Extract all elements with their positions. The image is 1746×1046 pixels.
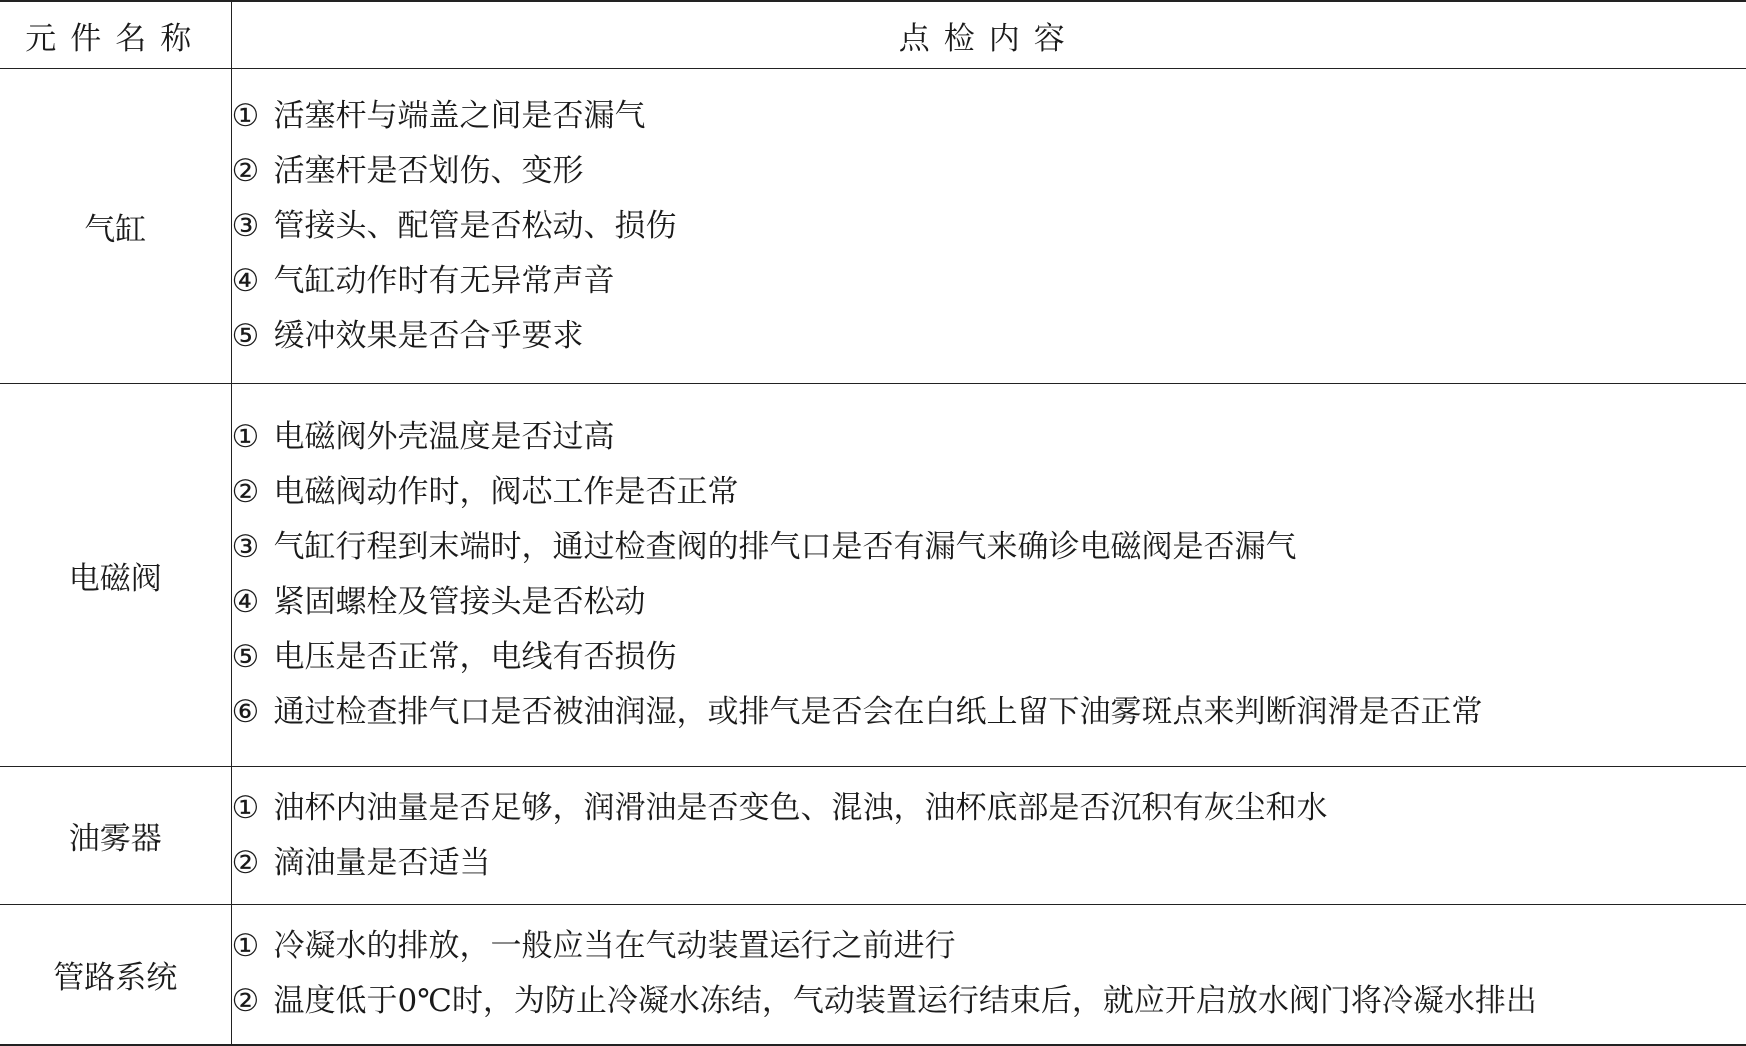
list-item [232, 410, 1746, 465]
item-number: ⑤ [232, 309, 274, 364]
item-number: ② [232, 836, 274, 891]
list-item [232, 630, 1746, 685]
table-row [0, 384, 1746, 767]
item-number: ⑥ [232, 685, 274, 740]
item-text: 气缸行程到末端时，通过检查阀的排气口是否有漏气来确诊电磁阀是否漏气 [274, 529, 1297, 565]
list-item [232, 685, 1746, 740]
inspection-items-cell [231, 767, 1746, 905]
item-number: ③ [232, 199, 274, 254]
table-header-row [0, 1, 1746, 69]
item-text: 活塞杆是否划伤、变形 [274, 153, 584, 189]
item-text: 紧固螺栓及管接头是否松动 [274, 584, 646, 620]
item-text: 冷凝水的排放，一般应当在气动装置运行之前进行 [274, 928, 956, 964]
table-row [0, 767, 1746, 905]
item-text: 电磁阀动作时，阀芯工作是否正常 [274, 474, 739, 510]
item-text: 油杯内油量是否足够，润滑油是否变色、混浊，油杯底部是否沉积有灰尘和水 [274, 790, 1328, 826]
list-item [232, 89, 1746, 144]
item-number: ② [232, 465, 274, 520]
list-item [232, 919, 1746, 974]
list-item [232, 309, 1746, 364]
header-component-name: 元件名称 [0, 1, 231, 69]
component-name: 管路系统 [0, 905, 231, 1045]
list-item [232, 575, 1746, 630]
header-inspection-content: 点检内容 [231, 1, 1746, 69]
item-text: 气缸动作时有无异常声音 [274, 263, 615, 299]
component-name: 电磁阀 [0, 384, 231, 767]
item-text: 管接头、配管是否松动、损伤 [274, 208, 677, 244]
list-item [232, 520, 1746, 575]
item-number: ① [232, 89, 274, 144]
list-item [232, 974, 1746, 1029]
list-item [232, 465, 1746, 520]
item-number: ③ [232, 520, 274, 575]
item-text: 滴油量是否适当 [274, 845, 491, 881]
component-name: 气缸 [0, 69, 231, 384]
inspection-list [232, 89, 1746, 364]
list-item [232, 781, 1746, 836]
item-number: ④ [232, 575, 274, 630]
item-number: ⑤ [232, 630, 274, 685]
table-row [0, 69, 1746, 384]
item-text: 电磁阀外壳温度是否过高 [274, 419, 615, 455]
item-text: 电压是否正常，电线有否损伤 [274, 639, 677, 675]
item-number: ② [232, 974, 274, 1029]
inspection-items-cell [231, 69, 1746, 384]
component-name: 油雾器 [0, 767, 231, 905]
item-number: ① [232, 781, 274, 836]
item-text: 温度低于0℃时，为防止冷凝水冻结，气动装置运行结束后，就应开启放水阀门将冷凝水排出 [274, 983, 1537, 1019]
item-number: ④ [232, 254, 274, 309]
item-text: 通过检查排气口是否被油润湿，或排气是否会在白纸上留下油雾斑点来判断润滑是否正常 [274, 694, 1483, 730]
inspection-items-cell [231, 384, 1746, 767]
list-item [232, 199, 1746, 254]
inspection-list [232, 781, 1746, 891]
list-item [232, 836, 1746, 891]
item-number: ② [232, 144, 274, 199]
item-text: 缓冲效果是否合乎要求 [274, 318, 584, 354]
table-row [0, 905, 1746, 1045]
inspection-list [232, 919, 1746, 1029]
list-item [232, 254, 1746, 309]
inspection-list [232, 410, 1746, 740]
item-number: ① [232, 410, 274, 465]
list-item [232, 144, 1746, 199]
item-number: ① [232, 919, 274, 974]
item-text: 活塞杆与端盖之间是否漏气 [274, 98, 646, 134]
inspection-items-cell [231, 905, 1746, 1045]
